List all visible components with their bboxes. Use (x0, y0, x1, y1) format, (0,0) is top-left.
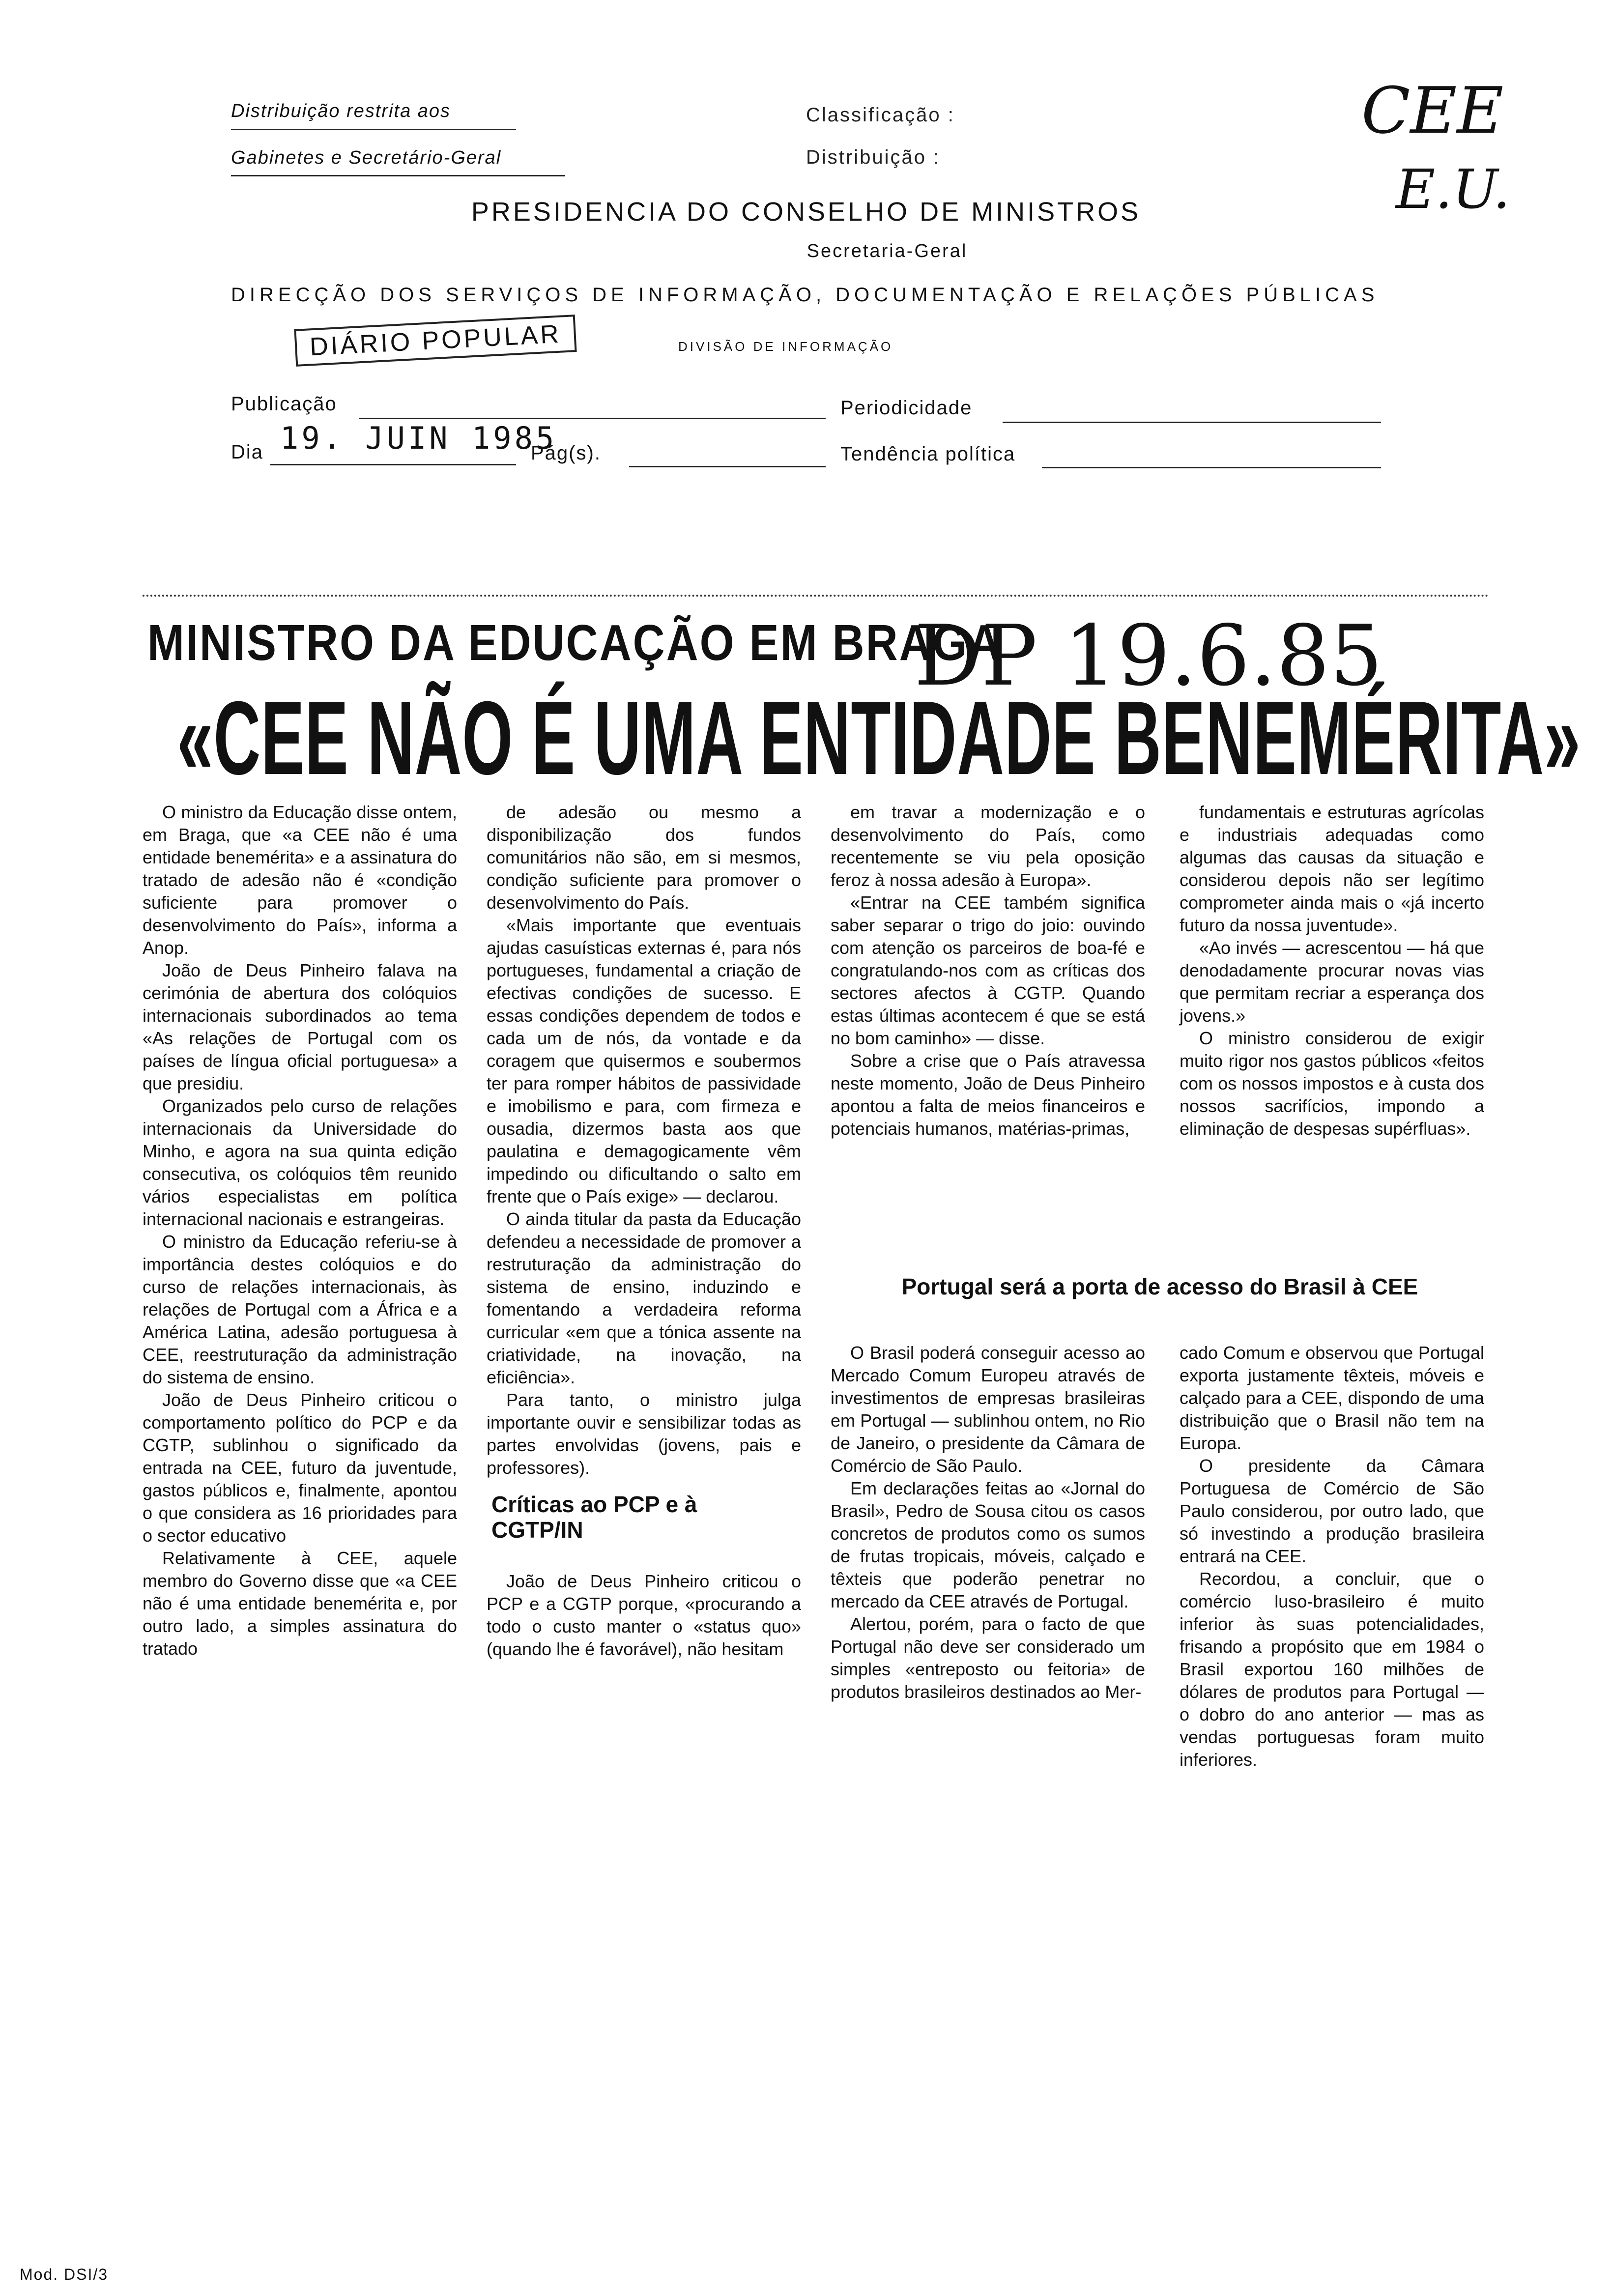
paragraph: O ministro da Educação disse ontem, em Braga, que «a CEE não é uma entidade benemérita» e a assinatura do tratado de adesão não é «condição suficiente para promover o desenvolvimento do País», informa a Anop. (143, 802, 457, 958)
newspaper-stamp: DIÁRIO POPULAR (294, 315, 576, 367)
paragraph: João de Deus Pinheiro falava na cerimónia de abertura dos colóquios internacionais subordinados ao tema «As relações de Portugal com os países de língua oficial portuguesa» a que presidiu. (143, 960, 457, 1093)
paragraph: Sobre a crise que o País atravessa neste momento, João de Deus Pinheiro apontou a falta de meios financeiros e potenciais humanos, matérias-primas, (831, 1051, 1145, 1139)
handwritten-tag-cee: CEE (1361, 73, 1504, 148)
paragraph: Organizados pelo curso de relações internacionais da Universidade do Minho, e agora na sua quinta edição consecutiva, os colóquios têm reunido vários especialistas em política internacional nacionais e estrangeiras. (143, 1096, 457, 1229)
presidency-title: PRESIDENCIA DO CONSELHO DE MINISTROS (471, 197, 1141, 227)
paragraph: Para tanto, o ministro julga importante ouvir e sensibilizar todas as partes envolvidas (jovens, pais e professores). (487, 1390, 801, 1478)
paragraph: O presidente da Câmara Portuguesa de Comércio de São Paulo considerou, por outro lado, que só investindo a produção brasileira entrará na CEE. (1180, 1456, 1484, 1566)
secretariat-title: Secretaria-Geral (806, 241, 968, 261)
periodicity-field-line (1003, 422, 1381, 423)
distribution-underline-2 (231, 175, 565, 176)
subhead-criticas: Críticas ao PCP e à CGTP/IN (491, 1492, 697, 1543)
division-label: DIVISÃO DE INFORMAÇÃO (678, 339, 893, 354)
handwritten-tag-eu: E.U. (1396, 158, 1510, 221)
paragraph: Alertou, porém, para o facto de que Portugal não deve ser considerado um simples «entreposto ou feitoria» de produtos brasileiros destinados ao Mer- (831, 1614, 1145, 1702)
paragraph: em travar a modernização e o desenvolvimento do País, como recentemente se viu pela oposição feroz à nossa adesão à Europa». (831, 802, 1145, 890)
box-headline: Portugal será a porta de acesso do Brasil à CEE (901, 1274, 1418, 1299)
handwritten-date: DP 19.6.85 (914, 607, 1383, 705)
publication-label: Publicação (231, 393, 337, 415)
paragraph: O ministro considerou de exigir muito rigor nos gastos públicos «feitos com os nossos impostos e à custa dos nossos sacrifícios, impondo a eliminação de despesas supérfluas». (1180, 1028, 1484, 1139)
classification-label: Classificação : (806, 104, 955, 126)
paragraph: «Ao invés — acrescentou — há que denodadamente procurar novas vias que permitam recriar a esperança dos jovens.» (1180, 938, 1484, 1026)
day-field-line (270, 464, 516, 465)
article-column-3-lower (831, 1342, 1145, 1703)
paragraph: O ministro da Educação referiu-se à importância destes colóquios e do curso de relações internacionais, às relações de Portugal com a África e a América Latina, adesão portuguesa à CEE, reestruturação da administração do sistema de ensino. (143, 1232, 457, 1387)
publication-field-line (359, 418, 826, 419)
political-trend-field-line (1042, 467, 1381, 468)
article-column-1 (143, 801, 457, 1660)
distribution-label: Distribuição : (806, 146, 941, 168)
distribution-line-1: Distribuição restrita aos (231, 101, 451, 121)
political-trend-label: Tendência política (840, 443, 1016, 465)
article-headline: «CEE NÃO É UMA ENTIDADE BENEMÉRITA» (177, 680, 1581, 797)
form-code: Mod. DSI/3 (20, 2266, 109, 2283)
paragraph: de adesão ou mesmo a disponibilização dos fundos comunitários não são, em si mesmos, condição suficiente para promover o desenvolvimento do País. (487, 802, 801, 913)
paragraph: fundamentais e estruturas agrícolas e industriais adequadas como algumas das causas da situação e considerou depois não ser legítimo comprometer ainda mais o «já incerto futuro da nossa juventude». (1180, 802, 1484, 935)
periodicity-label: Periodicidade (840, 397, 973, 419)
paragraph: Em declarações feitas ao «Jornal do Brasil», Pedro de Sousa citou os casos concretos de produtos como os sumos de frutas tropicais, móveis, calçado e têxteis que poderão penetrar no mercado da CEE através de Portugal. (831, 1478, 1145, 1611)
paragraph: O Brasil poderá conseguir acesso ao Mercado Comum Europeu através de investimentos de empresas brasileiras em Portugal — sublinhou ontem, no Rio de Janeiro, o presidente da Câmara de Comércio de São Paulo. (831, 1343, 1145, 1476)
paragraph: «Entrar na CEE também significa saber separar o trigo do joio: ouvindo com atenção os parceiros de boa-fé e congratulando-nos com as críticas dos sectores afectos à CGTP. Quando estas últimas acontecem é que se está no bom caminho» — disse. (831, 892, 1145, 1048)
article-column-4-lower (1180, 1342, 1484, 1771)
distribution-line-2: Gabinetes e Secretário-Geral (231, 147, 502, 168)
paragraph: João de Deus Pinheiro criticou o PCP e a CGTP porque, «procurando a todo o custo manter o «status quo» (quando lhe é favorável), não hesitam (487, 1571, 801, 1659)
article-column-2-continued (487, 1570, 801, 1661)
article-column-3 (831, 801, 1145, 1140)
article-column-2 (487, 801, 801, 1479)
date-stamp: 19. JUIN 1985 (280, 420, 557, 456)
directorate-title: DIRECÇÃO DOS SERVIÇOS DE INFORMAÇÃO, DOCUMENTAÇÃO E RELAÇÕES PÚBLICAS (231, 284, 1379, 306)
paragraph: Recordou, a concluir, que o comércio luso-brasileiro é muito inferior às suas potencialidades, frisando a propósito que em 1984 o Brasil exportou 160 milhões de dólares de produtos para Portugal — o dobro do ano anterior — mas as vendas portuguesas foram muito inferiores. (1180, 1569, 1484, 1770)
paragraph: Relativamente à CEE, aquele membro do Governo disse que «a CEE não é uma entidade benemérita e, por outro lado, a simples assinatura do tratado (143, 1548, 457, 1659)
paragraph: cado Comum e observou que Portugal exporta justamente têxteis, móveis e calçado para a CEE, dispondo de uma distribuição que o Brasil não tem na Europa. (1180, 1343, 1484, 1453)
day-label: Dia (231, 441, 264, 463)
pages-label: Pág(s). (531, 442, 601, 464)
paragraph: João de Deus Pinheiro criticou o comportamento político do PCP e da CGTP, sublinhou o significado da entrada na CEE, futuro da juventude, gastos públicos e, finalmente, apontou o que considera as 16 prioridades para o sector educativo (143, 1390, 457, 1546)
paragraph: O ainda titular da pasta da Educação defendeu a necessidade de promover a restruturação da administração do sistema de ensino, induzindo e fomentando a verdadeira reforma curricular «em que a tónica assente na criatividade, na inovação, na eficiência». (487, 1209, 801, 1387)
pages-field-line (629, 466, 826, 467)
article-column-4 (1180, 801, 1484, 1140)
distribution-underline-1 (231, 129, 516, 130)
article-kicker: MINISTRO DA EDUCAÇÃO EM BRAGA (147, 615, 1002, 672)
paragraph: «Mais importante que eventuais ajudas casuísticas externas é, para nós portugueses, fundamental a criação de efectivas condições de sucesso. E essas condições dependem de todos e cada um de nós, da vontade e da coragem que quisermos e soubermos ter para romper hábitos de passividade e imobilismo e para, com firmeza e ousadia, dizermos basta aos que paulatina e demagogicamente vêm impedindo ou dificultando o salto em frente que o País exige» — declarou. (487, 915, 801, 1206)
clipping-top-edge (143, 595, 1489, 597)
